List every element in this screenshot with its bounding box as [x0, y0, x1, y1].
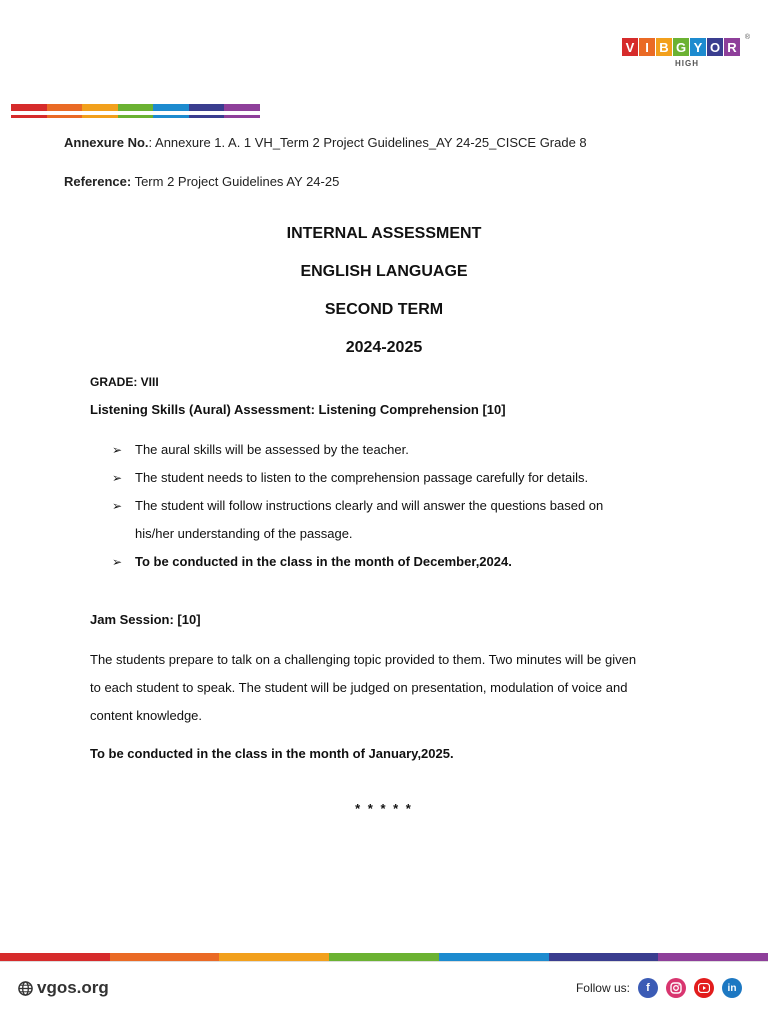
header-color-stripe: [11, 104, 260, 122]
follow-us-bar: [576, 978, 742, 998]
vibgyor-logo: [622, 34, 750, 78]
facebook-icon[interactable]: f: [638, 978, 658, 998]
logo-letter: Y: [690, 38, 706, 56]
arrow-bullet-icon: ➢: [112, 443, 123, 457]
title-term: SECOND TERM: [324, 301, 444, 318]
list-item: [112, 436, 672, 464]
logo-letter: R: [724, 38, 740, 56]
arrow-bullet-icon: ➢: [112, 471, 123, 485]
bullet-text: The student will follow instructions clearly and will answer the questions based on: [135, 498, 604, 513]
logo-subtitle: HIGH: [675, 59, 699, 68]
list-item: [112, 464, 672, 492]
annexure-label: Annexure No.: [64, 135, 149, 150]
listening-bullet-list: [112, 436, 672, 576]
grade-label: GRADE: VIII: [90, 375, 159, 389]
website-link[interactable]: [18, 978, 109, 998]
listening-heading: Listening Skills (Aural) Assessment: Listening Comprehension [10]: [90, 402, 506, 417]
instagram-icon[interactable]: [666, 978, 686, 998]
paragraph-line: to each student to speak. The student will be judged on presentation, modulation of voice and: [90, 680, 628, 695]
logo-letter: O: [707, 38, 723, 56]
globe-icon: [18, 981, 33, 996]
youtube-icon[interactable]: [694, 978, 714, 998]
reference-line: [64, 174, 339, 189]
reference-label: Reference:: [64, 174, 132, 189]
jam-paragraph: [90, 646, 700, 730]
jam-note: To be conducted in the class in the month of January,2025.: [90, 746, 454, 761]
footer-divider: [0, 961, 768, 962]
reference-value: Term 2 Project Guidelines AY 24-25: [131, 174, 340, 189]
title-subject: ENGLISH LANGUAGE: [300, 263, 468, 280]
bullet-text: The student needs to listen to the comprehension passage carefully for details.: [135, 470, 589, 485]
list-item: [112, 548, 672, 576]
paragraph-line: content knowledge.: [90, 708, 203, 723]
logo-letter: V: [622, 38, 638, 56]
title-year: 2024-2025: [345, 339, 423, 356]
title-internal-assessment: INTERNAL ASSESSMENT: [286, 225, 482, 242]
footer-color-stripe: [0, 953, 768, 961]
registered-mark: ®: [744, 34, 750, 41]
arrow-bullet-icon: ➢: [112, 499, 123, 513]
paragraph-line: The students prepare to talk on a challenging topic provided to them. Two minutes will be given: [90, 652, 637, 667]
list-item: [112, 492, 672, 548]
bullet-text: To be conducted in the class in the month of December,2024.: [135, 554, 512, 569]
logo-letter: B: [656, 38, 672, 56]
annexure-line: [64, 135, 587, 150]
bullet-text: his/her understanding of the passage.: [135, 526, 353, 541]
end-stars: * * * * *: [355, 801, 413, 816]
logo-letter: G: [673, 38, 689, 56]
jam-heading: Jam Session: [10]: [90, 612, 201, 627]
follow-us-label: Follow us:: [575, 981, 630, 995]
annexure-value: : Annexure 1. A. 1 VH_Term 2 Project Guidelines_AY 24-25_CISCE Grade 8: [148, 135, 587, 150]
arrow-bullet-icon: ➢: [112, 555, 123, 569]
website-text: vgos.org: [37, 978, 109, 997]
bullet-text: The aural skills will be assessed by the teacher.: [135, 442, 409, 457]
logo-letter: I: [639, 38, 655, 56]
linkedin-icon[interactable]: in: [722, 978, 742, 998]
